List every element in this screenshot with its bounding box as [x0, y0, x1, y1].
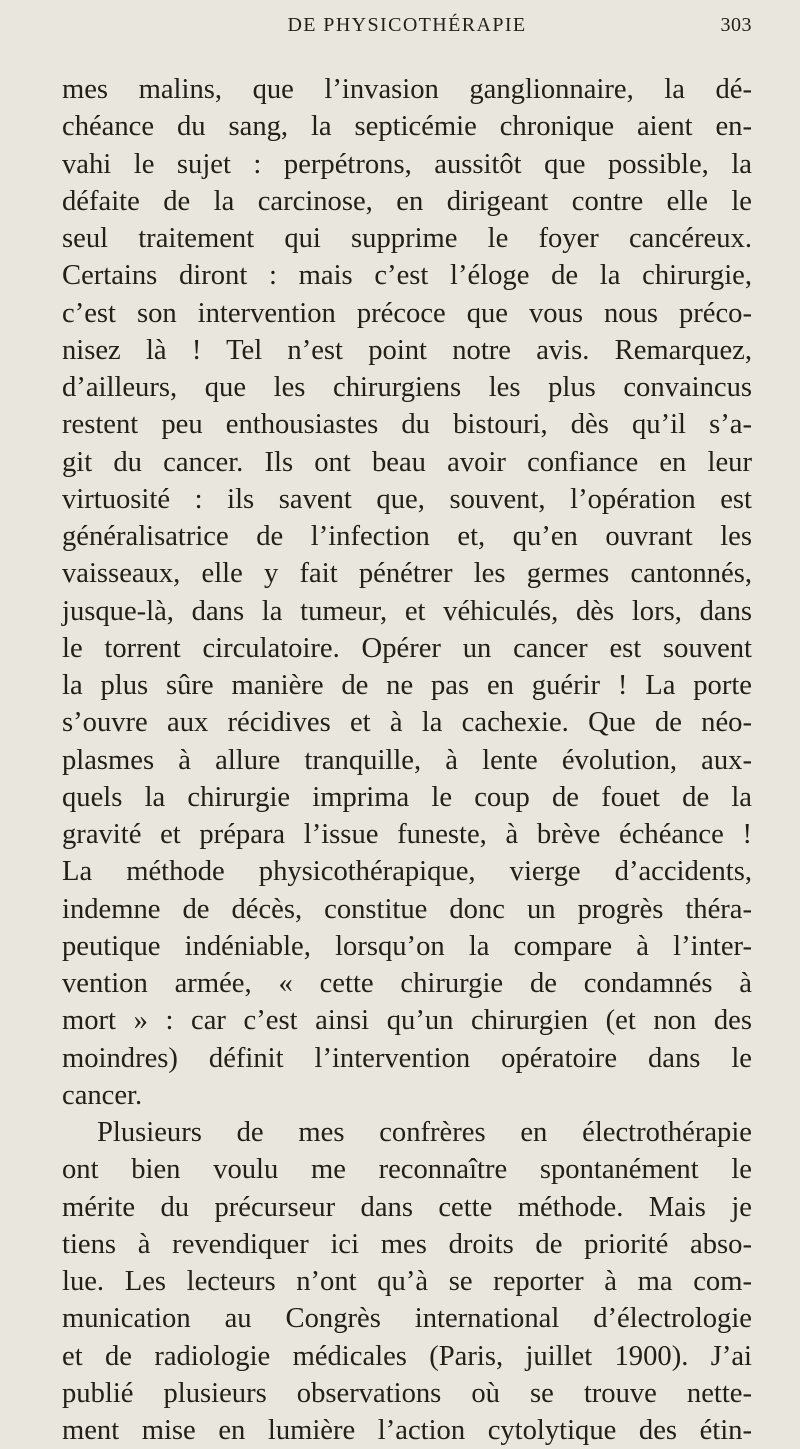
text-line: gravité et prépara l’issue funeste, à brève échéance !	[62, 819, 752, 850]
text-line: indemne de décès, constitue donc un progrès théra-	[62, 893, 752, 925]
text-line: s’ouvre aux récidives et à la cachexie. Que de néo-	[62, 707, 752, 739]
text-line: git du cancer. Ils ont beau avoir confiance en leur	[62, 446, 752, 478]
text-line: vaisseaux, elle y fait pénétrer les germes cantonnés,	[62, 558, 752, 590]
running-header	[62, 14, 752, 44]
text-line: ont bien voulu me reconnaître spontanément le	[62, 1154, 752, 1186]
body-text	[62, 71, 752, 1449]
text-line: moindres) définit l’intervention opératoire dans le	[62, 1042, 752, 1074]
text-line: peutique indéniable, lorsqu’on la compare à l’inter-	[62, 930, 752, 962]
text-line: le torrent circulatoire. Opérer un cancer est souvent	[62, 632, 752, 664]
text-line: nisez là ! Tel n’est point notre avis. Remarquez,	[62, 334, 752, 366]
text-line: et de radiologie médicales (Paris, juillet 1900). J’ai	[62, 1340, 752, 1372]
text-line: lue. Les lecteurs n’ont qu’à se reporter à ma com-	[62, 1266, 752, 1297]
text-line: restent peu enthousiastes du bistouri, dès qu’il s’a-	[62, 409, 752, 441]
text-line: vention armée, « cette chirurgie de condamnés à	[62, 968, 752, 999]
text-line: quels la chirurgie imprima le coup de fouet de la	[62, 781, 752, 813]
page-number: 303	[720, 14, 752, 36]
text-line: Certains diront : mais c’est l’éloge de la chirurgie,	[62, 260, 752, 292]
text-line: d’ailleurs, que les chirurgiens les plus convaincus	[62, 372, 752, 403]
text-line: mort » : car c’est ainsi qu’un chirurgien (et non des	[62, 1005, 752, 1037]
text-line: virtuosité : ils savent que, souvent, l’opération est	[62, 483, 752, 515]
text-line: tiens à revendiquer ici mes droits de priorité abso-	[62, 1228, 752, 1260]
text-line: seul traitement qui supprime le foyer cancéreux.	[62, 223, 752, 254]
text-line: ment mise en lumière l’action cytolytique des étin-	[62, 1415, 752, 1446]
paragraph-2	[62, 1114, 752, 1449]
text-line: mérite du précurseur dans cette méthode. Mais je	[62, 1191, 752, 1223]
running-title: DE PHYSICOTHÉRAPIE	[287, 14, 527, 36]
paragraph-1	[62, 71, 752, 1114]
text-line: publié plusieurs observations où se trouve nette-	[62, 1377, 752, 1409]
text-line: munication au Congrès international d’électrologie	[62, 1303, 752, 1335]
text-line: la plus sûre manière de ne pas en guérir ! La porte	[62, 670, 752, 701]
text-line: vahi le sujet : perpétrons, aussitôt que possible, la	[62, 148, 752, 180]
text-line: généralisatrice de l’infection et, qu’en ouvrant les	[62, 521, 752, 552]
text-line: c’est son intervention précoce que vous nous préco-	[62, 297, 752, 329]
text-line: Plusieurs de mes confrères en électrothérapie	[97, 1117, 752, 1148]
text-line: La méthode physicothérapique, vierge d’accidents,	[62, 856, 752, 888]
text-line: plasmes à allure tranquille, à lente évolution, aux-	[62, 744, 752, 776]
text-line: chéance du sang, la septicémie chronique aient en-	[62, 111, 752, 143]
text-line: mes malins, que l’invasion ganglionnaire, la dé-	[62, 74, 752, 105]
text-line: cancer.	[62, 1079, 143, 1111]
text-line: jusque-là, dans la tumeur, et véhiculés, dès lors, dans	[62, 595, 752, 627]
text-line: défaite de la carcinose, en dirigeant contre elle le	[62, 185, 752, 217]
